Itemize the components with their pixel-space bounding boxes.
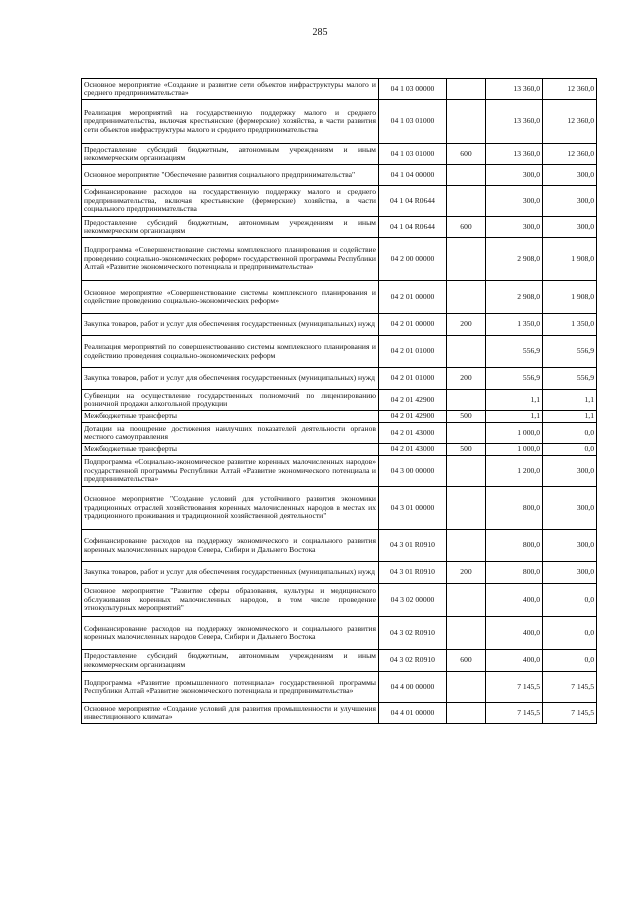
row-expense-type	[447, 336, 486, 368]
row-expense-type	[447, 530, 486, 562]
table-row	[82, 281, 597, 314]
row-code: 04 3 02 00000	[379, 584, 447, 617]
row-expense-type	[447, 456, 486, 487]
row-code: 04 2 01 42900	[379, 390, 447, 411]
table-row	[82, 672, 597, 703]
row-expense-type: 600	[447, 650, 486, 672]
row-name: Закупка товаров, работ и услуг для обеспечения государственных (муниципальных) нужд	[82, 368, 379, 390]
row-expense-type: 500	[447, 444, 486, 456]
row-amount-2: 12 360,0	[543, 79, 597, 100]
row-amount-1: 800,0	[486, 530, 543, 562]
row-code: 04 3 02 R0910	[379, 617, 447, 650]
table-row	[82, 336, 597, 368]
row-name: Основное мероприятие "Обеспечение развития социального предпринимательства"	[82, 165, 379, 186]
row-amount-1: 2 908,0	[486, 238, 543, 281]
row-code: 04 2 01 00000	[379, 281, 447, 314]
row-amount-1: 13 360,0	[486, 144, 543, 165]
row-expense-type: 200	[447, 314, 486, 336]
row-name: Софинансирование расходов на государственную поддержку малого и среднего предпринимательства, включая крестьянские (фермерские) хозяйства, в части социального предпринимательства	[82, 186, 379, 217]
row-amount-1: 300,0	[486, 217, 543, 238]
row-amount-1: 1,1	[486, 390, 543, 411]
row-name: Подпрограмма «Развитие промышленного потенциала» государственной программы Республики Алтай «Развитие экономического потенциала и предпринимательства»	[82, 672, 379, 703]
row-amount-1: 400,0	[486, 650, 543, 672]
row-amount-2: 0,0	[543, 584, 597, 617]
table-row	[82, 368, 597, 390]
row-code: 04 2 01 43000	[379, 444, 447, 456]
row-amount-1: 13 360,0	[486, 79, 543, 100]
row-amount-2: 1 350,0	[543, 314, 597, 336]
row-name: Реализация мероприятий по совершенствованию системы комплексного планирования и содействию проведения социально-экономических реформ	[82, 336, 379, 368]
row-amount-1: 300,0	[486, 165, 543, 186]
row-name: Закупка товаров, работ и услуг для обеспечения государственных (муниципальных) нужд	[82, 562, 379, 584]
row-expense-type	[447, 186, 486, 217]
row-amount-1: 300,0	[486, 186, 543, 217]
table-row	[82, 165, 597, 186]
row-amount-1: 400,0	[486, 617, 543, 650]
row-amount-2: 0,0	[543, 650, 597, 672]
row-code: 04 4 00 00000	[379, 672, 447, 703]
table-row	[82, 456, 597, 487]
row-amount-1: 1,1	[486, 411, 543, 423]
row-amount-2: 0,0	[543, 444, 597, 456]
row-expense-type	[447, 584, 486, 617]
row-code: 04 3 00 00000	[379, 456, 447, 487]
table-row	[82, 144, 597, 165]
table-row	[82, 617, 597, 650]
row-name: Предоставление субсидий бюджетным, автономным учреждениям и иным некоммерческим организациям	[82, 217, 379, 238]
row-name: Основное мероприятие «Создание и развитие сети объектов инфраструктуры малого и среднего предпринимательства»	[82, 79, 379, 100]
row-amount-2: 1,1	[543, 390, 597, 411]
row-amount-1: 1 000,0	[486, 444, 543, 456]
budget-table-body	[82, 79, 597, 724]
row-name: Подпрограмма «Социально-экономическое развитие коренных малочисленных народов» государственной программы Республики Алтай «Развитие экономического потенциала и предпринимательства»	[82, 456, 379, 487]
row-name: Основное мероприятие "Создание условий для устойчивого развития экономики традиционных отраслей хозяйствования коренных малочисленных народов в местах их традиционного проживания и традиционной хозяйственной деятельности"	[82, 487, 379, 530]
row-amount-2: 12 360,0	[543, 144, 597, 165]
row-expense-type	[447, 100, 486, 144]
row-code: 04 2 01 42900	[379, 411, 447, 423]
row-amount-2: 1 908,0	[543, 281, 597, 314]
row-amount-1: 1 200,0	[486, 456, 543, 487]
row-amount-1: 13 360,0	[486, 100, 543, 144]
row-code: 04 1 04 00000	[379, 165, 447, 186]
row-name: Подпрограмма «Совершенствование системы комплексного планирования и содействие проведению социально-экономических реформ» государственной программы Республики Алтай «Развитие экономического потенциала и предпринимательства»	[82, 238, 379, 281]
row-amount-2: 556,9	[543, 336, 597, 368]
table-row	[82, 217, 597, 238]
row-amount-2: 1,1	[543, 411, 597, 423]
row-name: Межбюджетные трансферты	[82, 444, 379, 456]
table-row	[82, 423, 597, 444]
row-amount-2: 0,0	[543, 423, 597, 444]
row-name: Межбюджетные трансферты	[82, 411, 379, 423]
row-expense-type: 500	[447, 411, 486, 423]
row-name: Основное мероприятие «Создание условий для развития промышленности и улучшения инвестиционного климата»	[82, 703, 379, 724]
row-expense-type	[447, 423, 486, 444]
row-amount-1: 1 000,0	[486, 423, 543, 444]
table-row	[82, 186, 597, 217]
row-amount-1: 1 350,0	[486, 314, 543, 336]
row-expense-type	[447, 703, 486, 724]
table-row	[82, 530, 597, 562]
table-row	[82, 314, 597, 336]
row-name: Софинансирование расходов на поддержку экономического и социального развития коренных малочисленных народов Севера, Сибири и Дальнего Востока	[82, 617, 379, 650]
row-code: 04 1 03 01000	[379, 100, 447, 144]
row-name: Предоставление субсидий бюджетным, автономным учреждениям и иным некоммерческим организациям	[82, 650, 379, 672]
row-amount-2: 7 145,5	[543, 703, 597, 724]
table-row	[82, 411, 597, 423]
row-amount-2: 556,9	[543, 368, 597, 390]
table-row	[82, 703, 597, 724]
row-amount-2: 300,0	[543, 217, 597, 238]
row-amount-1: 556,9	[486, 368, 543, 390]
table-row	[82, 650, 597, 672]
row-amount-2: 0,0	[543, 617, 597, 650]
row-name: Основное мероприятие «Совершенствование системы комплексного планирования и содействие проведению социально-экономических реформ»	[82, 281, 379, 314]
row-expense-type	[447, 617, 486, 650]
page-number: 285	[312, 27, 328, 38]
row-amount-2: 300,0	[543, 186, 597, 217]
table-row	[82, 390, 597, 411]
row-code: 04 2 01 00000	[379, 314, 447, 336]
table-row	[82, 562, 597, 584]
row-expense-type	[447, 79, 486, 100]
row-name: Дотации на поощрение достижения наилучших показателей деятельности органов местного самоуправления	[82, 423, 379, 444]
row-expense-type	[447, 672, 486, 703]
row-name: Закупка товаров, работ и услуг для обеспечения государственных (муниципальных) нужд	[82, 314, 379, 336]
row-expense-type: 600	[447, 144, 486, 165]
row-code: 04 2 01 43000	[379, 423, 447, 444]
row-expense-type	[447, 238, 486, 281]
row-expense-type: 200	[447, 562, 486, 584]
budget-table	[81, 78, 597, 724]
row-code: 04 1 04 R0644	[379, 217, 447, 238]
row-amount-2: 300,0	[543, 530, 597, 562]
row-amount-1: 7 145,5	[486, 672, 543, 703]
row-code: 04 2 00 00000	[379, 238, 447, 281]
row-code: 04 1 04 R0644	[379, 186, 447, 217]
row-code: 04 1 03 00000	[379, 79, 447, 100]
row-amount-2: 300,0	[543, 456, 597, 487]
row-amount-2: 300,0	[543, 165, 597, 186]
row-expense-type: 600	[447, 217, 486, 238]
row-code: 04 3 01 00000	[379, 487, 447, 530]
table-row	[82, 444, 597, 456]
row-amount-1: 556,9	[486, 336, 543, 368]
row-expense-type	[447, 390, 486, 411]
row-expense-type	[447, 165, 486, 186]
table-row	[82, 238, 597, 281]
row-expense-type	[447, 281, 486, 314]
row-amount-1: 2 908,0	[486, 281, 543, 314]
row-name: Субвенции на осуществление государственных полномочий по лицензированию розничной продажи алкогольной продукции	[82, 390, 379, 411]
row-amount-1: 7 145,5	[486, 703, 543, 724]
row-name: Основное мероприятие "Развитие сферы образования, культуры и медицинского обслуживания коренных малочисленных народов, в том числе проведение этнокультурных мероприятий"	[82, 584, 379, 617]
row-code: 04 4 01 00000	[379, 703, 447, 724]
row-amount-1: 800,0	[486, 487, 543, 530]
row-amount-1: 800,0	[486, 562, 543, 584]
row-expense-type	[447, 487, 486, 530]
table-row	[82, 100, 597, 144]
row-name: Предоставление субсидий бюджетным, автономным учреждениям и иным некоммерческим организациям	[82, 144, 379, 165]
row-amount-1: 400,0	[486, 584, 543, 617]
row-code: 04 2 01 01000	[379, 336, 447, 368]
row-name: Софинансирование расходов на поддержку экономического и социального развития коренных малочисленных народов Севера, Сибири и Дальнего Востока	[82, 530, 379, 562]
table-row	[82, 487, 597, 530]
row-amount-2: 12 360,0	[543, 100, 597, 144]
table-row	[82, 79, 597, 100]
row-expense-type: 200	[447, 368, 486, 390]
table-row	[82, 584, 597, 617]
row-code: 04 1 03 01000	[379, 144, 447, 165]
row-amount-2: 1 908,0	[543, 238, 597, 281]
row-code: 04 2 01 01000	[379, 368, 447, 390]
row-amount-2: 300,0	[543, 487, 597, 530]
row-code: 04 3 02 R0910	[379, 650, 447, 672]
row-code: 04 3 01 R0910	[379, 562, 447, 584]
row-amount-2: 7 145,5	[543, 672, 597, 703]
row-code: 04 3 01 R0910	[379, 530, 447, 562]
row-name: Реализация мероприятий на государственную поддержку малого и среднего предпринимательства, включая крестьянские (фермерские) хозяйства, в части развития сети объектов инфраструктуры малого и среднего предпринимательства	[82, 100, 379, 144]
row-amount-2: 300,0	[543, 562, 597, 584]
